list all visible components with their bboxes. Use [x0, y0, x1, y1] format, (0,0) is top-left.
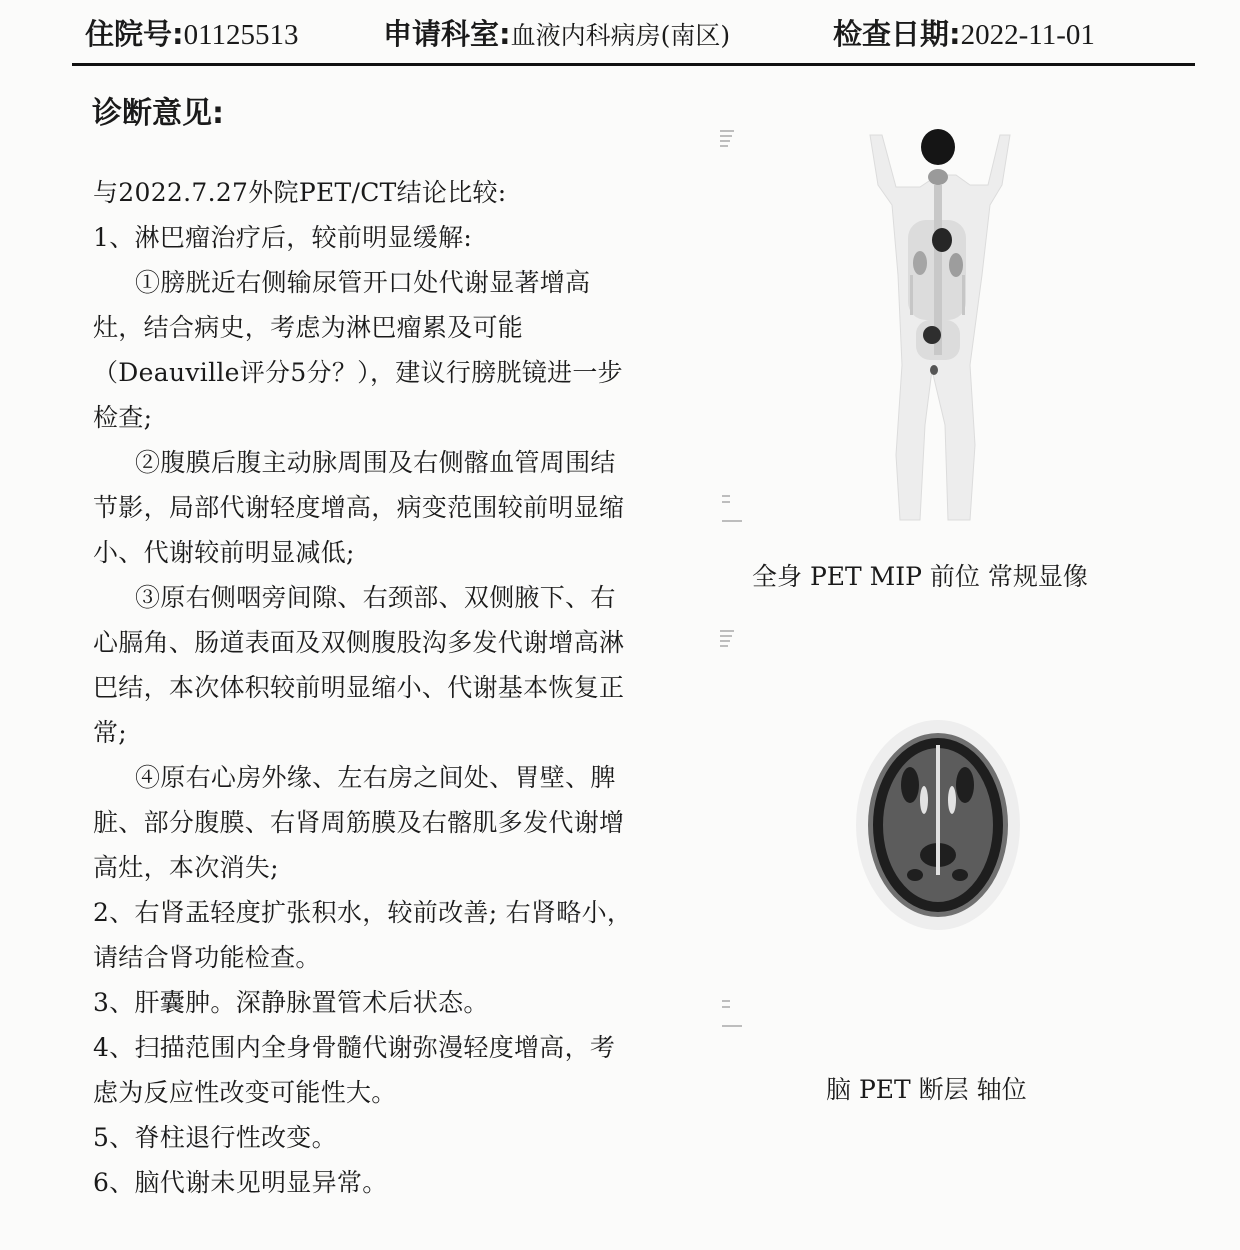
admission-number: [85, 12, 299, 53]
report-header: [85, 12, 1165, 58]
text-line: 3、肝囊肿。深静脉置管术后状态。: [93, 988, 489, 1017]
diagnosis-text: [93, 170, 668, 1205]
text-line: 小、代谢较前明显减低;: [93, 538, 355, 567]
text-line: 1、淋巴瘤治疗后，较前明显缓解:: [93, 223, 473, 252]
text-line: 请结合肾功能检查。: [93, 943, 321, 972]
exam-date-label: 检查日期:: [833, 17, 961, 51]
brain-caption: 脑 PET 断层 轴位: [826, 1075, 1027, 1104]
text-line: 节影，局部代谢轻度增高，病变范围较前明显缩: [93, 493, 625, 522]
exam-date: [833, 12, 1095, 53]
text-line: （Deauville评分5分？），建议行膀胱镜进一步: [93, 358, 623, 387]
text-line: 常;: [93, 718, 128, 747]
text-line: 2、右肾盂轻度扩张积水，较前改善; 右肾略小，: [93, 898, 633, 927]
text-line: 灶，结合病史，考虑为淋巴瘤累及可能: [93, 313, 524, 342]
department-value: 血液内科病房(南区): [510, 21, 731, 50]
text-line: 检查;: [93, 403, 153, 432]
text-line: 虑为反应性改变可能性大。: [93, 1078, 397, 1107]
pet-mip-image: [720, 125, 1180, 525]
brain-pet-image: [720, 625, 1180, 1045]
admission-label: 住院号:: [85, 17, 184, 51]
text-line: 脏、部分腹膜、右肾周筋膜及右髂肌多发代谢增: [93, 808, 625, 837]
text-line: ②腹膜后腹主动脉周围及右侧髂血管周围结: [135, 448, 616, 477]
text-line: 5、脊柱退行性改变。: [93, 1123, 337, 1152]
section-title: 诊断意见:: [92, 96, 224, 131]
text-line: 与2022.7.27外院PET/CT结论比较:: [93, 178, 507, 207]
department: [383, 12, 730, 53]
text-line: 6、脑代谢未见明显异常。: [93, 1168, 388, 1197]
text-line: 4、扫描范围内全身骨髓代谢弥漫轻度增高，考: [93, 1033, 616, 1062]
text-line: ①膀胱近右侧输尿管开口处代谢显著增高: [135, 268, 591, 297]
text-line: 高灶，本次消失;: [93, 853, 279, 882]
exam-date-value: 2022-11-01: [960, 19, 1095, 51]
text-line: ③原右侧咽旁间隙、右颈部、双侧腋下、右: [135, 583, 616, 612]
header-rule: [72, 63, 1195, 66]
mip-caption: 全身 PET MIP 前位 常规显像: [752, 562, 1088, 591]
admission-value: 01125513: [183, 19, 299, 51]
text-line: 心膈角、肠道表面及双侧腹股沟多发代谢增高淋: [93, 628, 625, 657]
department-label: 申请科室:: [383, 17, 511, 51]
text-line: 巴结，本次体积较前明显缩小、代谢基本恢复正: [93, 673, 625, 702]
text-line: ④原右心房外缘、左右房之间处、胃壁、脾: [135, 763, 616, 792]
